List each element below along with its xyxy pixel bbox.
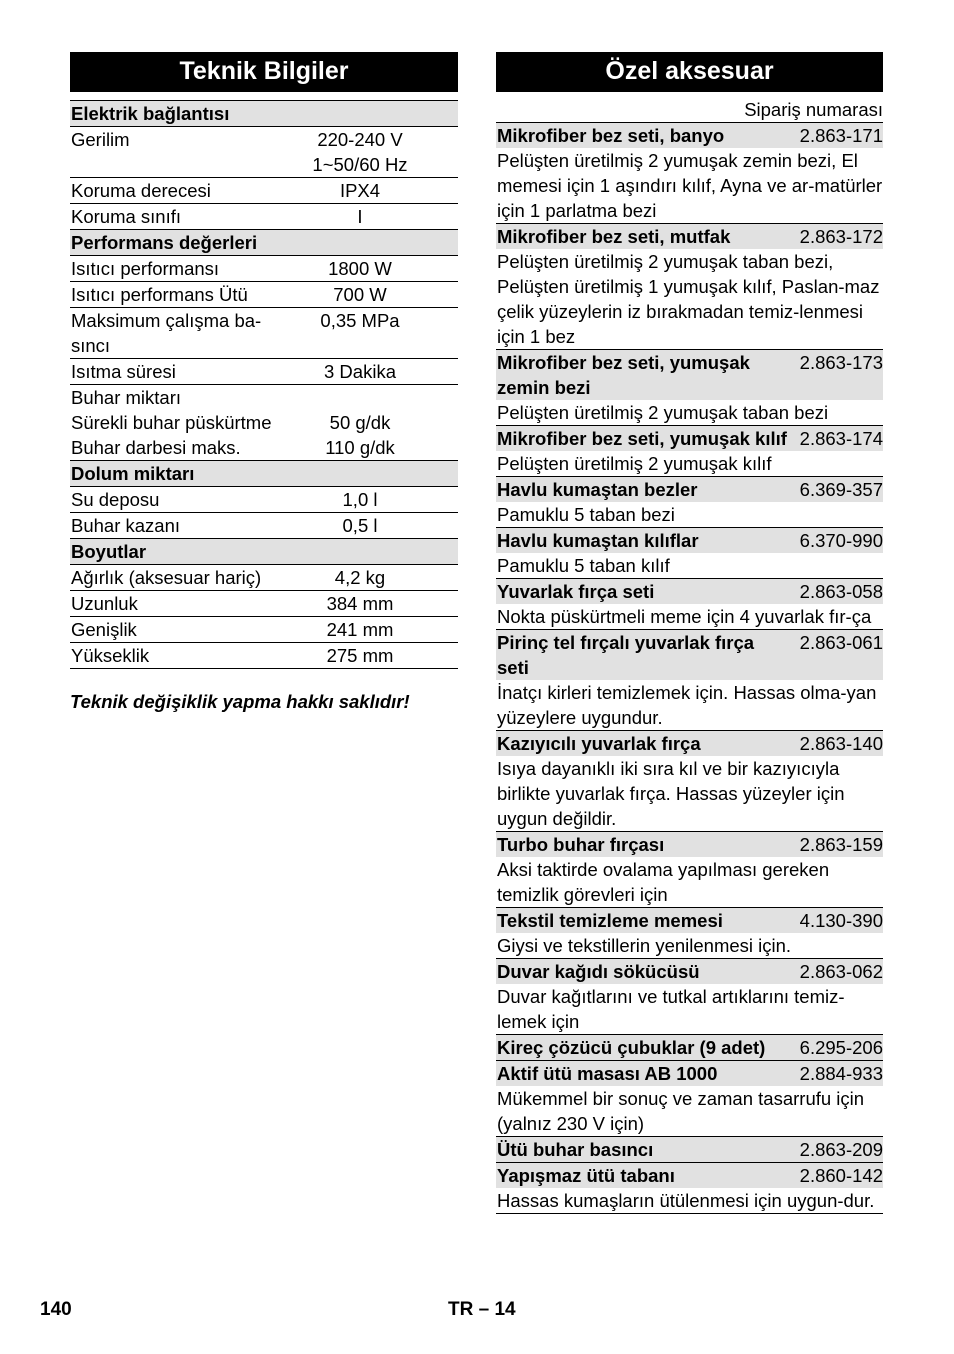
- accessory-description: Pamuklu 5 taban kılıf: [497, 555, 670, 576]
- accessory-item: [496, 123, 883, 224]
- accessory-description: Isıya dayanıklı iki sıra kıl ve bir kazıyıcıyla birlikte yuvarlak fırça. Hassas yüzeyler için uygun değildir.: [497, 758, 845, 829]
- spec-row: [70, 204, 458, 230]
- accessory-item: [496, 630, 883, 731]
- spec-label: Maksimum çalışma ba- sıncı: [71, 310, 262, 356]
- accessory-item: [496, 1061, 883, 1137]
- accessory-name: Turbo buhar fırçası: [497, 834, 665, 855]
- spec-value: 700 W: [333, 284, 387, 305]
- accessory-item: [496, 959, 883, 1035]
- accessory-description: Aksi taktirde ovalama yapılması gereken temizlik görevleri için: [497, 859, 830, 905]
- spec-table: [70, 101, 458, 669]
- spec-row: [70, 127, 458, 178]
- spec-value: 3 Dakika: [324, 361, 396, 382]
- accessory-order-number: 2.884-933: [799, 1063, 883, 1084]
- spec-label: Uzunluk: [71, 593, 138, 614]
- spec-row: [70, 513, 458, 539]
- spec-row: [70, 410, 458, 435]
- page-number: 140: [40, 1299, 72, 1320]
- accessory-header: [496, 224, 883, 249]
- accessory-description: Hassas kumaşların ütülenmesi için uygun-dur.: [497, 1190, 875, 1211]
- accessory-order-number: 2.863-140: [799, 733, 883, 754]
- accessory-order-number: 2.860-142: [799, 1165, 883, 1186]
- accessory-name: Aktif ütü masası AB 1000: [497, 1063, 718, 1084]
- accessory-header: [496, 1163, 883, 1188]
- accessory-order-number: 2.863-058: [799, 581, 883, 602]
- accessory-order-number: 6.295-206: [799, 1037, 883, 1058]
- spec-label: Genişlik: [71, 619, 137, 640]
- accessory-description: Mükemmel bir sonuç ve zaman tasarrufu için (yalnız 230 V için): [497, 1088, 865, 1134]
- spec-value: [299, 385, 421, 410]
- spec-label: Su deposu: [71, 489, 160, 510]
- technical-data-column: [70, 52, 458, 714]
- spec-row: [70, 385, 458, 410]
- accessory-header: [496, 630, 883, 680]
- spec-row: [70, 435, 458, 461]
- accessories-title: Özel aksesuar: [496, 52, 883, 92]
- spec-value: 0,5 l: [342, 515, 378, 536]
- accessory-description: Pelüşten üretilmiş 2 yumuşak taban bezi: [497, 402, 829, 423]
- accessory-order-number: 6.369-357: [799, 479, 883, 500]
- spec-label: Gerilim: [71, 129, 130, 150]
- accessory-header: [496, 731, 883, 756]
- spec-label: Yükseklik: [71, 645, 150, 666]
- accessory-item: [496, 528, 883, 579]
- accessory-order-number: 2.863-061: [799, 632, 883, 653]
- accessory-item: [496, 1137, 883, 1163]
- spec-label: Ağırlık (aksesuar hariç): [71, 567, 262, 588]
- accessory-header: [496, 123, 883, 148]
- accessory-header: [496, 350, 883, 400]
- spec-value: 384 mm: [326, 593, 394, 614]
- accessory-header: [496, 908, 883, 933]
- accessory-description: Duvar kağıtlarını ve tutkal artıklarını temiz-lemek için: [497, 986, 845, 1032]
- spec-label: Isıtıcı performansı: [71, 258, 220, 279]
- accessory-order-number: 6.370-990: [799, 530, 883, 551]
- accessory-header: [496, 1137, 883, 1162]
- accessory-description: Giysi ve tekstillerin yenilenmesi için.: [497, 935, 792, 956]
- accessory-order-number: 2.863-062: [799, 961, 883, 982]
- accessory-header: [496, 579, 883, 604]
- accessory-header: [496, 528, 883, 553]
- accessory-item: [496, 579, 883, 630]
- accessory-name: Mikrofiber bez seti, yumuşak kılıf: [497, 428, 787, 449]
- accessory-name: Ütü buhar basıncı: [497, 1139, 654, 1160]
- accessory-header: [496, 1035, 883, 1060]
- accessory-item: [496, 350, 883, 426]
- accessory-order-number: 4.130-390: [799, 910, 883, 931]
- accessory-item: [496, 224, 883, 350]
- accessories-column: [496, 52, 883, 1214]
- spec-row: [70, 643, 458, 669]
- accessory-item: [496, 1035, 883, 1061]
- accessory-order-number: 2.863-171: [799, 125, 883, 146]
- accessory-description: İnatçı kirleri temizlemek için. Hassas olma-yan yüzeylere uygundur.: [497, 682, 877, 728]
- accessory-order-number: 2.863-172: [799, 226, 883, 247]
- accessory-description: Pelüşten üretilmiş 2 yumuşak kılıf: [497, 453, 772, 474]
- spec-row: [70, 359, 458, 385]
- accessory-item: [496, 1163, 883, 1214]
- accessory-order-number: 2.863-159: [799, 834, 883, 855]
- spec-row: [70, 256, 458, 282]
- accessory-name: Kazıyıcılı yuvarlak fırça: [497, 733, 701, 754]
- spec-row: [70, 617, 458, 643]
- spec-value: 1800 W: [328, 258, 392, 279]
- accessory-order-number: 2.863-173: [799, 352, 883, 373]
- spec-row: [70, 178, 458, 204]
- accessory-name: Havlu kumaştan kılıflar: [497, 530, 699, 551]
- spec-section-heading: Boyutlar: [70, 539, 458, 565]
- spec-row: [70, 591, 458, 617]
- spec-value: 1,0 l: [342, 489, 378, 510]
- accessory-item: [496, 426, 883, 477]
- accessory-list: [496, 123, 883, 1214]
- spec-label: Buhar darbesi maks.: [71, 437, 241, 458]
- accessory-name: Duvar kağıdı sökücüsü: [497, 961, 700, 982]
- accessory-name: Yuvarlak fırça seti: [497, 581, 655, 602]
- accessory-description: Pamuklu 5 taban bezi: [497, 504, 675, 525]
- accessory-header: [496, 477, 883, 502]
- spec-row: [70, 565, 458, 591]
- spec-section-heading: Performans değerleri: [70, 230, 458, 256]
- accessory-order-number: 2.863-174: [799, 428, 883, 449]
- accessory-description: Pelüşten üretilmiş 2 yumuşak taban bezi, Pelüşten üretilmiş 1 yumuşak kılıf, Paslan-maz çelik yüzeylerin iz bırakmadan temiz-lenmesi için 1 bez: [497, 251, 880, 347]
- spec-value: IPX4: [339, 180, 381, 201]
- spec-value: 0,35 MPa: [320, 310, 400, 331]
- spec-label: Buhar miktarı: [71, 387, 182, 408]
- accessory-header: [496, 959, 883, 984]
- spec-section-heading: Elektrik bağlantısı: [70, 101, 458, 127]
- accessory-name: Mikrofiber bez seti, yumuşak zemin bezi: [497, 352, 750, 398]
- technical-data-title: Teknik Bilgiler: [70, 52, 458, 92]
- spec-value: 220-240 V 1~50/60 Hz: [312, 129, 408, 175]
- accessory-name: Havlu kumaştan bezler: [497, 479, 698, 500]
- spec-label: Sürekli buhar püskürtme: [71, 412, 272, 433]
- spec-label: Isıtıcı performans Ütü: [71, 284, 248, 305]
- accessory-item: [496, 731, 883, 832]
- accessory-name: Mikrofiber bez seti, banyo: [497, 125, 725, 146]
- order-number-label: Sipariş numarası: [496, 97, 883, 123]
- language-page-label: TR – 14: [448, 1299, 516, 1320]
- spec-row: [70, 487, 458, 513]
- accessory-item: [496, 832, 883, 908]
- accessory-order-number: 2.863-209: [799, 1139, 883, 1160]
- accessory-item: [496, 908, 883, 959]
- accessory-header: [496, 1061, 883, 1086]
- spec-section-heading: Dolum miktarı: [70, 461, 458, 487]
- spec-label: Koruma derecesi: [71, 180, 211, 201]
- accessory-name: Yapışmaz ütü tabanı: [497, 1165, 675, 1186]
- spec-row: [70, 282, 458, 308]
- accessory-name: Pirinç tel fırçalı yuvarlak fırça seti: [497, 632, 755, 678]
- accessory-name: Tekstil temizleme memesi: [497, 910, 723, 931]
- spec-value: 4,2 kg: [334, 567, 386, 588]
- spec-label: Koruma sınıfı: [71, 206, 182, 227]
- accessory-header: [496, 832, 883, 857]
- spec-value: 110 g/dk: [325, 437, 395, 458]
- spec-value: I: [357, 206, 363, 227]
- accessory-name: Mikrofiber bez seti, mutfak: [497, 226, 731, 247]
- accessory-item: [496, 477, 883, 528]
- accessory-description: Pelüşten üretilmiş 2 yumuşak zemin bezi, El memesi için 1 aşındırı kılıf, Ayna ve ar-matürler için 1 parlatma bezi: [497, 150, 883, 221]
- spec-value: 241 mm: [326, 619, 394, 640]
- change-note: Teknik değişiklik yapma hakkı saklıdır!: [70, 691, 410, 712]
- spec-value: 50 g/dk: [329, 412, 391, 433]
- accessory-description: Nokta püskürtmeli meme için 4 yuvarlak fır-ça: [497, 606, 872, 627]
- spec-label: Buhar kazanı: [71, 515, 181, 536]
- spec-label: Isıtma süresi: [71, 361, 176, 382]
- spec-value: 275 mm: [326, 645, 394, 666]
- spec-row: [70, 308, 458, 359]
- accessory-name: Kireç çözücü çubuklar (9 adet): [497, 1037, 766, 1058]
- accessory-header: [496, 426, 883, 451]
